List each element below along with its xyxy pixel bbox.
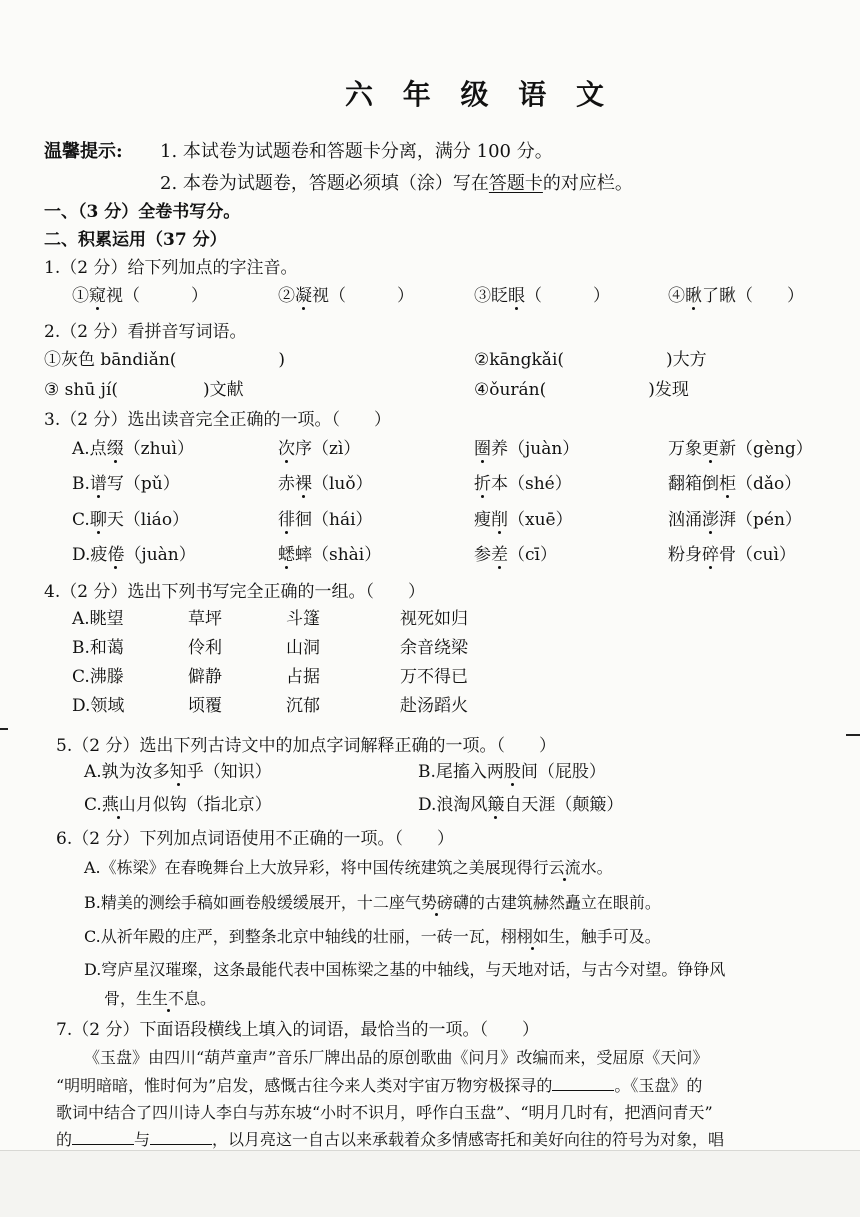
q2-option-2: ②kāngkǎi( )大方 bbox=[474, 350, 707, 370]
q4-word: 赴汤蹈火 bbox=[400, 696, 468, 716]
q4-word: 万不得已 bbox=[400, 667, 468, 687]
q4-word: 视死如归 bbox=[400, 609, 468, 629]
tips-line-2: 2. 本卷为试题卷，答题必须填（涂）写在答题卡的对应栏。 bbox=[160, 173, 633, 194]
q4-word: 占据 bbox=[286, 667, 320, 687]
q4-word: 僻静 bbox=[188, 667, 222, 687]
q4-word: 山洞 bbox=[286, 638, 320, 658]
q6-option-d-line-1: D.穹庐星汉璀璨，这条最能代表中国栋梁之基的中轴线，与天地对话，与古今对望。铮铮风 bbox=[84, 960, 726, 979]
q4-word: 沉郁 bbox=[286, 696, 320, 716]
q6-option-d-line-2: 骨，生生不息。 bbox=[104, 989, 217, 1008]
scan-mark-left bbox=[0, 728, 8, 730]
q4-word: 草坪 bbox=[188, 609, 222, 629]
q3-option: 粉身碎骨（cuì） bbox=[668, 545, 796, 565]
q5-option-c: C.燕山月似钩（指北京） bbox=[84, 795, 272, 815]
q3-option: 瘦削（xuē） bbox=[474, 510, 573, 530]
q2-stem: 2.（2 分）看拼音写词语。 bbox=[44, 322, 247, 342]
tips-label: 温馨提示: bbox=[44, 141, 123, 162]
q3-option: 圈养（juàn） bbox=[474, 439, 580, 459]
scan-mark-right bbox=[846, 734, 860, 736]
q2-option-1: ①灰色 bāndiǎn( ) bbox=[44, 350, 286, 370]
q3-option: D.疲倦（juàn） bbox=[72, 545, 196, 565]
q7-passage-line-4: 的 与 ，以月亮这一自古以来承载着众多情感寄托和美好向往的符号为对象，唱 bbox=[56, 1130, 725, 1149]
q3-option: 蟋蟀（shài） bbox=[278, 545, 382, 565]
q3-option: 折本（shé） bbox=[474, 474, 572, 494]
q3-option: A.点缀（zhuì） bbox=[72, 439, 194, 459]
q7-passage-line-3: 歌词中结合了四川诗人李白与苏东坡“小时不识月，呼作白玉盘”、“明月几时有，把酒问青天” bbox=[56, 1103, 713, 1122]
q4-stem: 4.（2 分）选出下列书写完全正确的一组。（ ） bbox=[44, 582, 425, 602]
q2-option-4: ④ǒurán( )发现 bbox=[474, 380, 689, 400]
q3-option: 徘徊（hái） bbox=[278, 510, 373, 530]
q4-word: B.和蔼 bbox=[72, 638, 124, 658]
q6-option-b: B.精美的测绘手稿如画卷般缓缓展开，十二座气势磅礴的古建筑赫然矗立在眼前。 bbox=[84, 893, 661, 912]
q7-blank-2 bbox=[72, 1128, 134, 1145]
q4-word: 伶利 bbox=[188, 638, 222, 658]
q7-blank-1 bbox=[552, 1074, 614, 1091]
q4-word: D.领域 bbox=[72, 696, 125, 716]
q6-stem: 6.（2 分）下列加点词语使用不正确的一项。（ ） bbox=[56, 829, 454, 849]
q1-option-1: ①窥视（ ） bbox=[72, 286, 208, 306]
q6-option-a: A.《栋梁》在春晚舞台上大放异彩，将中国传统建筑之美展现得行云流水。 bbox=[84, 858, 613, 877]
q3-option: 参差（cī） bbox=[474, 545, 557, 565]
q1-option-2: ②凝视（ ） bbox=[278, 286, 414, 306]
q3-option: 翻箱倒柜（dǎo） bbox=[668, 474, 802, 494]
q5-stem: 5.（2 分）选出下列古诗文中的加点字词解释正确的一项。（ ） bbox=[56, 736, 556, 756]
tips-line-1: 1. 本试卷为试题卷和答题卡分离，满分 100 分。 bbox=[160, 141, 553, 162]
q3-option: 赤裸（luǒ） bbox=[278, 474, 373, 494]
q3-option: C.聊天（liáo） bbox=[72, 510, 190, 530]
q3-option: B.谱写（pǔ） bbox=[72, 474, 180, 494]
q4-word: 斗篷 bbox=[286, 609, 320, 629]
q7-passage-line-2: “明明暗暗，惟时何为”启发，感慨古往今来人类对宇宙万物穷极探寻的 。《玉盘》的 bbox=[56, 1076, 703, 1095]
q5-option-d: D.浪淘风簸自天涯（颠簸） bbox=[418, 795, 624, 815]
q5-option-b: B.尾搐入两股间（屁股） bbox=[418, 762, 606, 782]
q7-passage-line-1: 《玉盘》由四川“葫芦童声”音乐厂牌出品的原创歌曲《问月》改编而来，受屈原《天问》 bbox=[84, 1048, 709, 1067]
q4-word: C.沸滕 bbox=[72, 667, 124, 687]
section-2-heading: 二、积累运用（37 分） bbox=[44, 230, 227, 250]
answer-card-underlined: 答题卡 bbox=[488, 173, 543, 194]
q3-option: 万象更新（gèng） bbox=[668, 439, 813, 459]
q6-option-c: C.从祈年殿的庄严，到整条北京中轴线的壮丽，一砖一瓦，栩栩如生，触手可及。 bbox=[84, 927, 661, 946]
q7-stem: 7.（2 分）下面语段横线上填入的词语，最恰当的一项。（ ） bbox=[56, 1020, 539, 1040]
q2-option-3: ③ shū jí( )文献 bbox=[44, 380, 244, 400]
section-1-heading: 一、（3 分）全卷书写分。 bbox=[44, 202, 241, 222]
q3-option: 汹涌澎湃（pén） bbox=[668, 510, 802, 530]
q7-blank-3 bbox=[150, 1128, 212, 1145]
page-bottom-margin bbox=[0, 1151, 860, 1217]
q4-word: 余音绕梁 bbox=[400, 638, 468, 658]
q3-stem: 3.（2 分）选出读音完全正确的一项。（ ） bbox=[44, 410, 391, 430]
q1-option-3: ③眨眼（ ） bbox=[474, 286, 610, 306]
q1-stem: 1.（2 分）给下列加点的字注音。 bbox=[44, 258, 298, 278]
q3-option: 次序（zì） bbox=[278, 439, 361, 459]
q4-word: 顷覆 bbox=[188, 696, 222, 716]
q5-option-a: A.孰为汝多知乎（知识） bbox=[84, 762, 272, 782]
page-title: 六 年 级 语 文 bbox=[345, 78, 614, 111]
q4-word: A.眺望 bbox=[72, 609, 124, 629]
q1-option-4: ④瞅了瞅（ ） bbox=[668, 286, 804, 306]
